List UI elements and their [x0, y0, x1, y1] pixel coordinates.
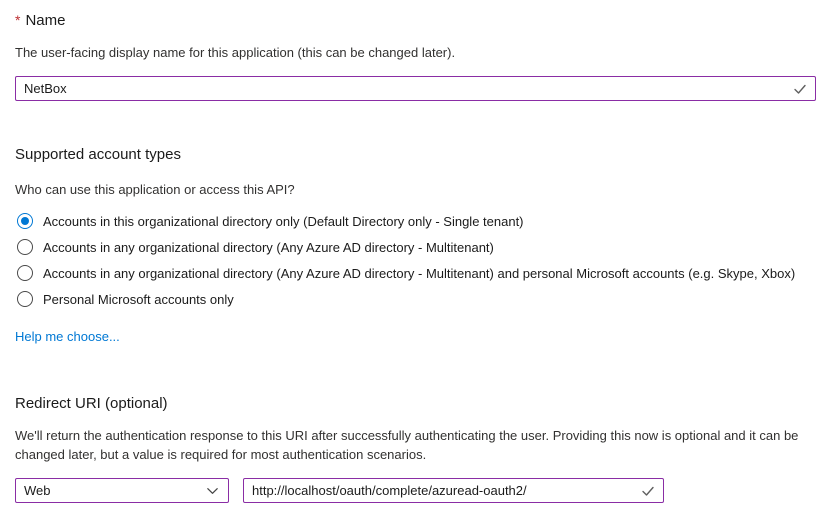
redirect-uri-description: We'll return the authentication response to this URI after successfully authenticating the user. Providing this now is optional and it can be changed later, but a value is required for most authentication scenarios. — [15, 428, 799, 462]
chevron-down-icon — [205, 483, 220, 498]
platform-dropdown[interactable] — [15, 478, 229, 503]
account-types-question: Who can use this application or access this API? — [15, 182, 295, 197]
redirect-uri-row — [15, 478, 816, 503]
account-types-title: Supported account types — [15, 146, 181, 163]
account-type-option[interactable] — [15, 260, 816, 286]
name-description: The user-facing display name for this application (this can be changed later). — [15, 45, 456, 60]
radio-button-icon — [17, 239, 33, 255]
name-section-title-text: Name — [25, 12, 66, 29]
name-section — [15, 10, 816, 101]
platform-dropdown-value: Web — [24, 483, 51, 498]
radio-button-icon — [17, 265, 33, 281]
account-type-option-label: Personal Microsoft accounts only — [43, 291, 234, 307]
account-type-options — [15, 208, 816, 312]
redirect-uri-title: Redirect URI (optional) — [15, 395, 168, 412]
account-type-option[interactable] — [15, 286, 816, 312]
account-type-option-label: Accounts in any organizational directory (Any Azure AD directory - Multitenant) and personal Microsoft accounts (e.g. Skype, Xbox) — [43, 265, 796, 281]
name-input-wrap — [15, 76, 816, 101]
radio-button-icon — [17, 213, 33, 229]
radio-button-icon — [17, 291, 33, 307]
help-me-choose-link[interactable]: Help me choose... — [15, 329, 120, 344]
redirect-uri-input[interactable] — [243, 478, 664, 503]
account-type-option[interactable] — [15, 234, 816, 260]
account-types-section — [15, 144, 816, 346]
name-section-title — [15, 10, 816, 31]
redirect-uri-section — [15, 393, 816, 503]
name-input[interactable] — [15, 76, 816, 101]
required-asterisk: * — [15, 12, 21, 28]
account-type-option-label: Accounts in this organizational directory only (Default Directory only - Single tenant) — [43, 213, 524, 229]
account-type-option-label: Accounts in any organizational directory (Any Azure AD directory - Multitenant) — [43, 239, 494, 255]
account-type-option[interactable] — [15, 208, 816, 234]
redirect-uri-input-wrap — [243, 478, 664, 503]
